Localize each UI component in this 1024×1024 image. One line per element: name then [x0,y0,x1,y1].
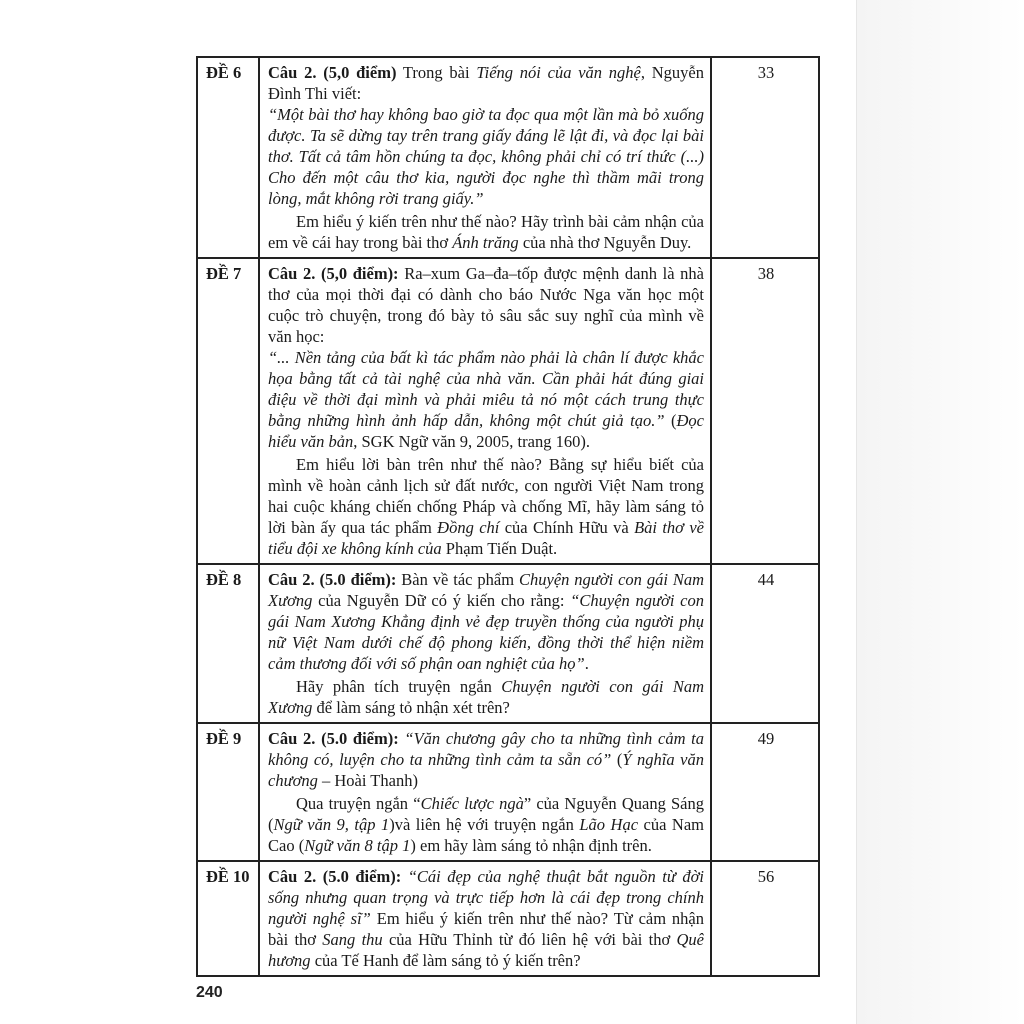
exam-label: ĐỀ 8 [197,564,259,723]
table-row [197,723,819,861]
page-ref: 56 [711,861,819,976]
quotation: “Một bài thơ hay không bao giờ ta đọc qua một lần mà bỏ xuống được. Ta sẽ dừng tay trên trang giấy đáng lẽ lật đi, và đọc lại bài thơ. Tất cả tâm hồn chúng ta đọc, không phải chỉ có trí thức (...) Cho đến một câu thơ kia, người đọc nghe thì thầm mãi trong lòng, mắt không rời trang giấy.” [268,105,704,208]
page-ref: 49 [711,723,819,861]
quotation: “Cái đẹp của nghệ thuật bắt nguồn từ đời sống nhưng quan trọng và trực tiếp hơn là cái đẹp trong chính người nghệ sĩ” [268,867,704,928]
table-row [197,258,819,564]
exam-description: Câu 2. (5,0 điểm): Ra–xum Ga–đa–tốp được mệnh danh là nhà thơ của mọi thời đại có dành cho báo Nước Nga văn học một cuộc trò chuyện, trong đó bày tỏ sâu sắc suy nghĩ của mình về văn học: “... Nền tảng của bất kì tác phẩm nào phải là chân lí được khắc họa bằng tất cả tài nghệ của nhà văn. Cần phải hát đúng giai điệu về thời đại mình và phải miêu tả nó một cách trung thực bằng những hình ảnh hấp dẫn, không một chút giả tạo.” (Đọc hiểu văn bản, SGK Ngữ văn 9, 2005, trang 160). Em hiểu lời bàn trên như thế nào? Bằng sự hiểu biết của mình về hoàn cảnh lịch sử đất nước, con người Việt Nam trong hai cuộc kháng chiến chống Pháp và chống Mĩ, hãy làm sáng tỏ lời bàn ấy qua tác phẩm Đồng chí của Chính Hữu và Bài thơ về tiểu đội xe không kính của Phạm Tiến Duật. [259,258,711,564]
exam-label: ĐỀ 9 [197,723,259,861]
quotation: “Văn chương gây cho ta những tình cảm ta không có, luyện cho ta những tình cảm ta sẵn có” [268,729,705,769]
page-number: 240 [196,984,223,1001]
facing-page-edge [856,0,1024,1024]
exam-description: Câu 2. (5.0 điểm): “Cái đẹp của nghệ thuật bắt nguồn từ đời sống nhưng quan trọng và trực tiếp hơn là cái đẹp trong chính người nghệ sĩ” Em hiểu ý kiến trên như thế nào? Từ cảm nhận bài thơ Sang thu của Hữu Thỉnh từ đó liên hệ với bài thơ Quê hương của Tế Hanh để làm sáng tỏ ý kiến trên? [259,861,711,976]
page-ref: 38 [711,258,819,564]
exam-description: Câu 2. (5.0 điểm): Bàn về tác phẩm Chuyện người con gái Nam Xương của Nguyễn Dữ có ý kiến cho rằng: “Chuyện người con gái Nam Xương Khẳng định vẻ đẹp truyền thống của người phụ nữ Việt Nam dưới chế độ phong kiến, đồng thời thể hiện niềm cảm thương đối với số phận oan nghiệt của họ”. Hãy phân tích truyện ngắn Chuyện người con gái Nam Xương để làm sáng tỏ nhận xét trên? [259,564,711,723]
exam-label: ĐỀ 6 [197,57,259,258]
exam-label: ĐỀ 10 [197,861,259,976]
quotation: “... Nền tảng của bất kì tác phẩm nào phải là chân lí được khắc họa bằng tất cả tài nghệ của nhà văn. Cần phải hát đúng giai điệu về thời đại mình và phải miêu tả nó một cách trung thực bằng những hình ảnh hấp dẫn, không một chút giả tạo.” [268,348,704,430]
exam-index-table [196,56,820,977]
exam-description: Câu 2. (5,0 điểm) Trong bài Tiếng nói của văn nghệ, Nguyễn Đình Thi viết: “Một bài thơ hay không bao giờ ta đọc qua một lần mà bỏ xuống được. Ta sẽ dừng tay trên trang giấy đáng lẽ lật đi, và đọc lại bài thơ. Tất cả tâm hồn chúng ta đọc, không phải chỉ có trí thức (...) Cho đến một câu thơ kia, người đọc nghe thì thầm mãi trong lòng, mắt không rời trang giấy.” Em hiểu ý kiến trên như thế nào? Hãy trình bài cảm nhận của em về cái hay trong bài thơ Ánh trăng của nhà thơ Nguyễn Duy. [259,57,711,258]
page-ref: 44 [711,564,819,723]
exam-label: ĐỀ 7 [197,258,259,564]
exam-description: Câu 2. (5.0 điểm): “Văn chương gây cho ta những tình cảm ta không có, luyện cho ta những tình cảm ta sẵn có” (Ý nghĩa văn chương – Hoài Thanh) Qua truyện ngắn “Chiếc lược ngà” của Nguyễn Quang Sáng (Ngữ văn 9, tập 1)và liên hệ với truyện ngắn Lão Hạc của Nam Cao (Ngữ văn 8 tập 1) em hãy làm sáng tỏ nhận định trên. [259,723,711,861]
table-row [197,57,819,258]
table-row [197,861,819,976]
page-ref: 33 [711,57,819,258]
quotation: “Chuyện người con gái Nam Xương Khẳng định vẻ đẹp truyền thống của người phụ nữ Việt Nam dưới chế độ phong kiến, đồng thời thể hiện niềm cảm thương đối với số phận oan nghiệt của họ” [268,591,704,673]
table-row [197,564,819,723]
